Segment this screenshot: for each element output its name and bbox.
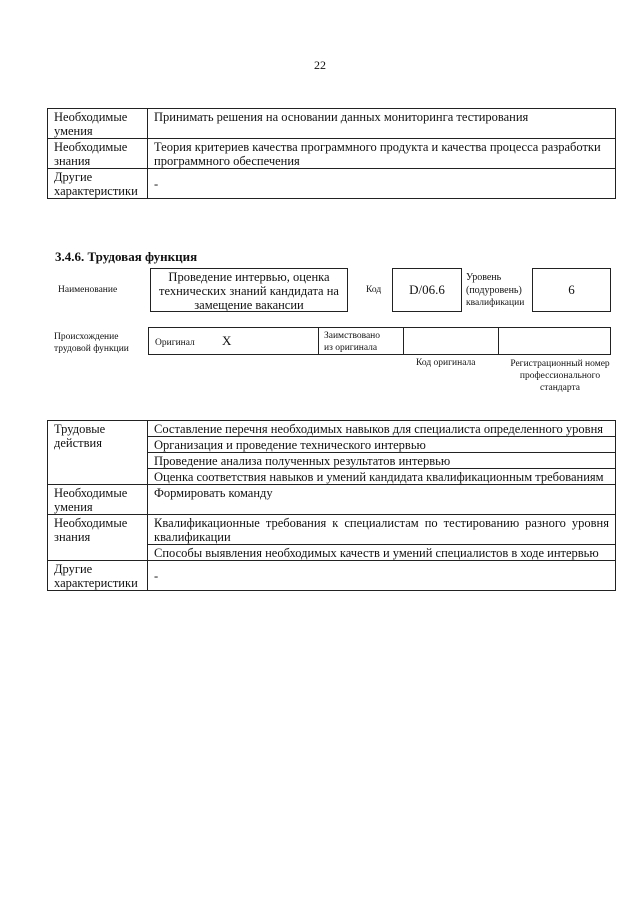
origin-cell-code: [404, 328, 499, 354]
level-value-box: 6: [532, 268, 611, 312]
level-label-line: квалификации: [466, 298, 525, 308]
row-label: Другие характеристики: [48, 169, 148, 199]
row-label: Необходимые умения: [48, 109, 148, 139]
table-row: [48, 515, 616, 545]
level-label: [466, 271, 524, 310]
page-number: 22: [314, 58, 326, 72]
labor-action: Организация и проведение технического интервью: [148, 437, 616, 453]
original-text: Оригинал: [155, 338, 195, 348]
knowledge-item: Квалификационные требования к специалистам по тестированию разного уровня квалификации: [148, 515, 616, 545]
labor-function-table: [47, 420, 616, 591]
registration-caption: Регистрационный номер профессионального стандарта: [510, 359, 610, 393]
row-label: Другие характеристики: [48, 561, 148, 591]
code-value-box: D/06.6: [392, 268, 462, 312]
skill-item: Формировать команду: [148, 485, 616, 515]
table-row: [48, 561, 616, 591]
name-value-box: Проведение интервью, оценка технических знаний кандидата на замещение вакансии: [150, 268, 348, 312]
labor-action: Составление перечня необходимых навыков для специалиста определенного уровня: [148, 421, 616, 437]
row-value: Принимать решения на основании данных мониторинга тестирования: [148, 109, 616, 139]
knowledge-item: Способы выявления необходимых качеств и умений специалистов в ходе интервью: [148, 545, 616, 561]
borrowed-line: Заимствовано: [324, 331, 381, 341]
borrowed-line: из оригинала: [324, 343, 378, 353]
name-label: Наименование: [58, 285, 118, 295]
table-row: [48, 139, 616, 169]
row-label: Необходимые знания: [48, 139, 148, 169]
row-label: Трудовые действия: [48, 421, 148, 485]
continuation-table: [47, 108, 616, 199]
table-row: [48, 109, 616, 139]
section-title: 3.4.6. Трудовая функция: [55, 249, 198, 264]
table-row: [48, 169, 616, 199]
row-label: Необходимые знания: [48, 515, 148, 561]
table-row: [48, 485, 616, 515]
labor-action: Проведение анализа полученных результатов интервью: [148, 453, 616, 469]
row-value: Теория критериев качества программного продукта и качества процесса разработки программного обеспечения: [148, 139, 616, 169]
code-original-caption: Код оригинала: [416, 358, 476, 368]
row-value: -: [148, 169, 616, 199]
original-mark: X: [222, 333, 232, 348]
origin-cell-reg: [499, 328, 610, 354]
level-label-line: (подуровень): [466, 285, 522, 296]
code-label: Код: [366, 285, 382, 295]
level-label-line: Уровень: [466, 272, 502, 283]
origin-label-line: трудовой функции: [54, 344, 129, 354]
row-label: Необходимые умения: [48, 485, 148, 515]
origin-label: [54, 331, 129, 355]
table-row: [48, 421, 616, 437]
origin-label-line: Происхождение: [54, 332, 119, 342]
borrowed-text: [324, 330, 380, 354]
other-value: -: [148, 561, 616, 591]
labor-action: Оценка соответствия навыков и умений кандидата квалификационным требованиям: [148, 469, 616, 485]
